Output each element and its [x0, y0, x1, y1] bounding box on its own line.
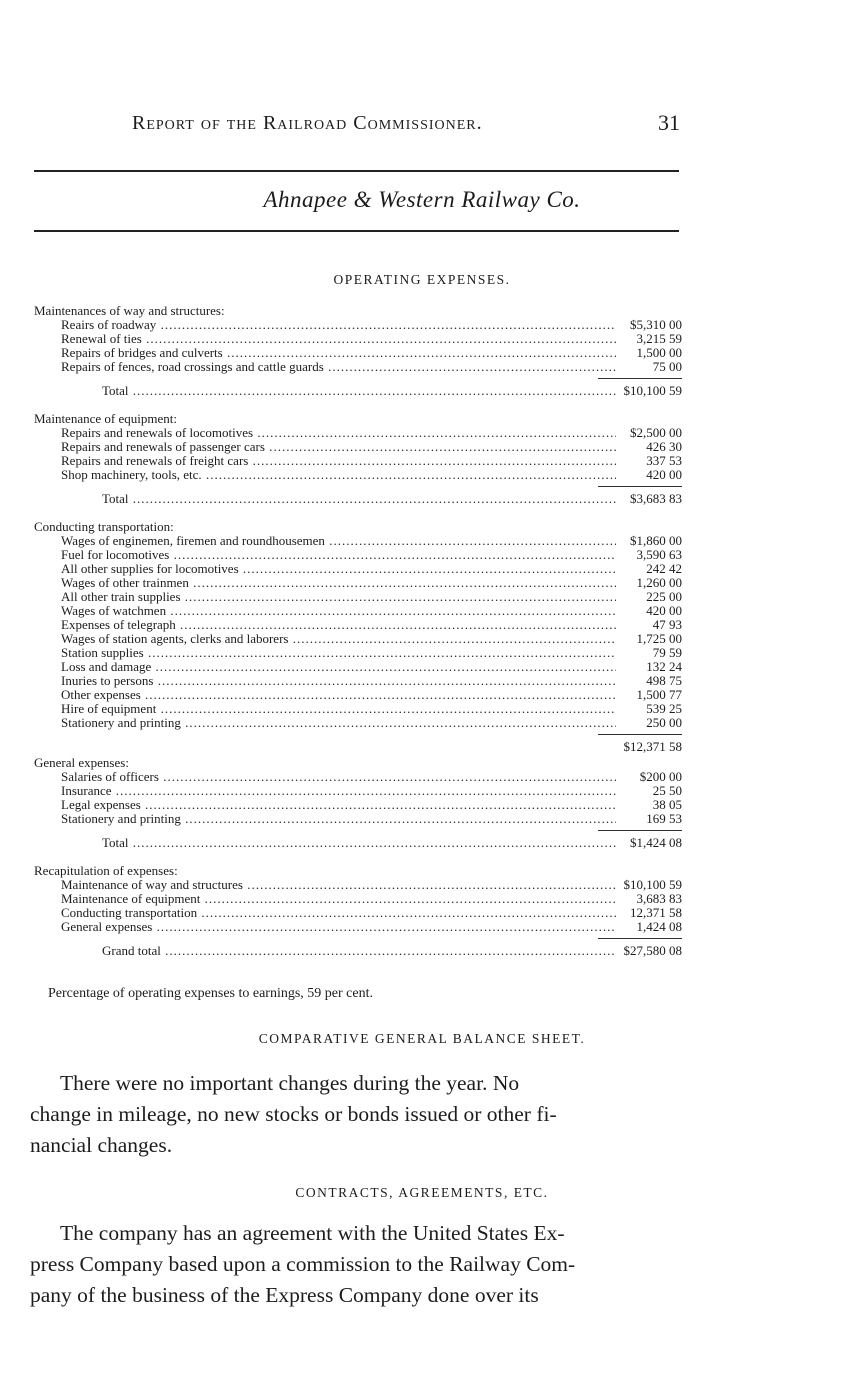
row-amount: 3,215 59 — [636, 331, 682, 346]
total-row — [34, 740, 686, 754]
total-label: Grand total ..... — [102, 944, 616, 958]
table-row — [34, 878, 686, 892]
row-amount: 420 00 — [646, 603, 682, 618]
table-row — [34, 426, 686, 440]
operating-expenses-heading: OPERATING EXPENSES. — [333, 272, 511, 287]
row-label: Station supplies ..... — [61, 646, 616, 660]
row-label: Stationery and printing ..... — [61, 812, 616, 826]
row-amount: 79 59 — [652, 645, 682, 660]
header-title: Report of the Railroad Commissioner. — [132, 112, 483, 134]
group-title: Conducting transportation: — [34, 519, 174, 534]
row-amount: 498 75 — [646, 673, 682, 688]
group-title: Recapitulation of expenses: — [34, 863, 178, 878]
row-amount: $200 00 — [639, 769, 682, 784]
table-row — [34, 906, 686, 920]
row-amount: 1,260 00 — [636, 575, 682, 590]
row-label: Renewal of ties ..... — [61, 332, 616, 346]
row-label: Maintenance of equipment ..... — [61, 892, 616, 906]
table-row — [34, 798, 686, 812]
row-label: Insurance ..... — [61, 784, 616, 798]
sum-rule — [598, 830, 682, 831]
percentage-note: Percentage of operating expenses to earnings, 59 per cent. — [48, 986, 373, 1001]
row-amount: 1,500 77 — [636, 687, 682, 702]
total-row — [34, 836, 686, 850]
row-amount: $5,310 00 — [630, 317, 682, 332]
title-rule — [34, 230, 679, 232]
table-row — [34, 360, 686, 374]
row-label: Repairs and renewals of passenger cars ..... — [61, 440, 616, 454]
table-row — [34, 576, 686, 590]
row-amount: 420 00 — [646, 467, 682, 482]
sum-rule — [598, 734, 682, 735]
row-amount: $1,860 00 — [630, 533, 682, 548]
row-label: Wages of station agents, clerks and laborers ..... — [61, 632, 616, 646]
row-label: All other supplies for locomotives ..... — [61, 562, 616, 576]
row-amount: 225 00 — [646, 589, 682, 604]
row-label: Other expenses ..... — [61, 688, 616, 702]
row-amount: 169 53 — [646, 811, 682, 826]
table-row — [34, 674, 686, 688]
table-row — [34, 660, 686, 674]
table-row — [34, 562, 686, 576]
company-title: Ahnapee & Western Railway Co. — [263, 187, 581, 212]
total-label: Total ..... — [102, 384, 616, 398]
sum-rule — [598, 378, 682, 379]
row-label: Wages of watchmen ..... — [61, 604, 616, 618]
row-label: Maintenance of way and structures ..... — [61, 878, 616, 892]
paragraph-line: The company has an agreement with the United States Ex- — [60, 1221, 565, 1245]
table-row — [34, 812, 686, 826]
grand-total-row — [34, 944, 686, 958]
expenses-table — [34, 304, 686, 958]
row-label: Repairs and renewals of freight cars ..... — [61, 454, 616, 468]
table-row — [34, 784, 686, 798]
row-amount: 426 30 — [646, 439, 682, 454]
paragraph-line: pany of the business of the Express Company done over its — [30, 1283, 539, 1307]
row-amount: $10,100 59 — [623, 877, 682, 892]
table-row — [34, 920, 686, 934]
row-amount: 3,590 63 — [636, 547, 682, 562]
header-rule — [34, 170, 679, 172]
row-label: Wages of other trainmen ..... — [61, 576, 616, 590]
total-amount: $10,100 59 — [623, 383, 682, 398]
expense-group-general — [34, 756, 686, 850]
row-amount: 250 00 — [646, 715, 682, 730]
total-amount: $3,683 83 — [630, 491, 682, 506]
table-row — [34, 702, 686, 716]
row-label: Hire of equipment ..... — [61, 702, 616, 716]
sum-rule — [598, 486, 682, 487]
row-label: Expenses of telegraph ..... — [61, 618, 616, 632]
sum-rule — [598, 938, 682, 939]
paragraph-line: nancial changes. — [30, 1133, 173, 1157]
expense-group-conducting-transportation — [34, 520, 686, 754]
table-row — [34, 534, 686, 548]
row-amount: 38 05 — [652, 797, 682, 812]
row-amount: 242 42 — [646, 561, 682, 576]
table-row — [34, 346, 686, 360]
row-label: Legal expenses ..... — [61, 798, 616, 812]
total-amount: $1,424 08 — [630, 835, 682, 850]
total-row — [34, 384, 686, 398]
row-amount: 1,424 08 — [636, 919, 682, 934]
balance-sheet-paragraph — [30, 1068, 684, 1161]
total-amount: $12,371 58 — [623, 739, 682, 754]
row-label: All other train supplies ..... — [61, 590, 616, 604]
row-label: Inuries to persons ..... — [61, 674, 616, 688]
row-label: Loss and damage ..... — [61, 660, 616, 674]
row-amount: 539 25 — [646, 701, 682, 716]
row-amount: 47 93 — [652, 617, 682, 632]
row-label: Repairs of bridges and culverts ..... — [61, 346, 616, 360]
row-amount: $2,500 00 — [630, 425, 682, 440]
running-header — [132, 112, 680, 142]
total-amount: $27,580 08 — [623, 943, 682, 958]
total-label: Total ..... — [102, 836, 616, 850]
row-label: Conducting transportation ..... — [61, 906, 616, 920]
table-row — [34, 332, 686, 346]
table-row — [34, 770, 686, 784]
group-title: Maintenances of way and structures: — [34, 303, 225, 318]
table-row — [34, 604, 686, 618]
table-row — [34, 618, 686, 632]
row-amount: 75 00 — [652, 359, 682, 374]
paragraph-line: There were no important changes during the year. No — [60, 1071, 520, 1095]
row-amount: 12,371 58 — [630, 905, 682, 920]
expense-group-maintenance-of-equipment — [34, 412, 686, 506]
row-amount: 132 24 — [646, 659, 682, 674]
table-row — [34, 440, 686, 454]
row-amount: 337 53 — [646, 453, 682, 468]
group-title: General expenses: — [34, 755, 129, 770]
table-row — [34, 716, 686, 730]
row-label: Repairs and renewals of locomotives ..... — [61, 426, 616, 440]
expense-group-maintenance-of-way — [34, 304, 686, 398]
paragraph-line: press Company based upon a commission to the Railway Com- — [30, 1252, 576, 1276]
contracts-heading: CONTRACTS, AGREEMENTS, ETC. — [295, 1185, 549, 1200]
row-label: Shop machinery, tools, etc. ..... — [61, 468, 616, 482]
table-row — [34, 590, 686, 604]
contracts-paragraph — [30, 1218, 684, 1311]
table-row — [34, 892, 686, 906]
expense-group-recapitulation — [34, 864, 686, 958]
total-label: Total ..... — [102, 492, 616, 506]
row-label: General expenses ..... — [61, 920, 616, 934]
group-title: Maintenance of equipment: — [34, 411, 177, 426]
row-label: Fuel for locomotives ..... — [61, 548, 616, 562]
table-row — [34, 632, 686, 646]
row-amount: 1,725 00 — [636, 631, 682, 646]
row-label: Stationery and printing ..... — [61, 716, 616, 730]
row-label: Wages of enginemen, firemen and roundhousemen ..... — [61, 534, 616, 548]
page-number: 31 — [658, 110, 680, 135]
total-row — [34, 492, 686, 506]
paragraph-line: change in mileage, no new stocks or bonds issued or other fi- — [30, 1102, 557, 1126]
table-row — [34, 454, 686, 468]
row-label: Reairs of roadway ..... — [61, 318, 616, 332]
table-row — [34, 548, 686, 562]
row-amount: 1,500 00 — [636, 345, 682, 360]
table-row — [34, 468, 686, 482]
row-amount: 3,683 83 — [636, 891, 682, 906]
row-amount: 25 50 — [652, 783, 682, 798]
table-row — [34, 318, 686, 332]
row-label: Repairs of fences, road crossings and cattle guards ..... — [61, 360, 616, 374]
balance-sheet-heading: COMPARATIVE GENERAL BALANCE SHEET. — [258, 1031, 586, 1046]
table-row — [34, 646, 686, 660]
row-label: Salaries of officers ..... — [61, 770, 616, 784]
table-row — [34, 688, 686, 702]
